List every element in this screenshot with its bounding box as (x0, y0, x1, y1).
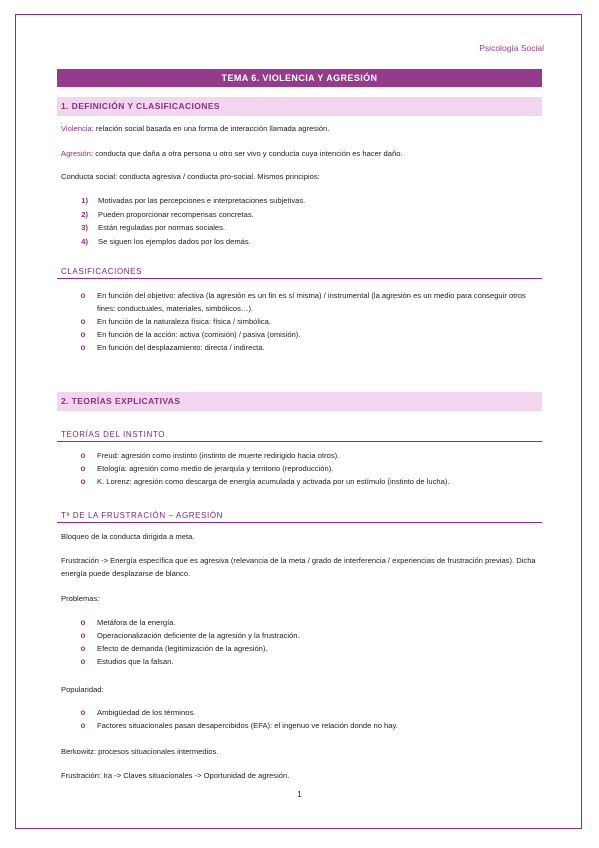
frustracion-heading: Tª DE LA FRUSTRACIÓN – AGRESIÓN (57, 511, 542, 523)
bullet-icon: o (80, 708, 86, 717)
violencia-term: Violencia (61, 124, 92, 133)
clasificaciones-list (61, 289, 539, 354)
list-item: o Factores situacionales pasan desapercibidos (EFA): el ingenuo ve relación donde no hay. (61, 719, 539, 732)
list-item: 1) Motivadas por las percepciones e interpretaciones subjetivas. (81, 196, 306, 205)
bullet-icon: o (80, 464, 86, 473)
clasificaciones-heading: CLASIFICACIONES (57, 267, 542, 279)
bullet-icon: o (80, 291, 86, 300)
section-heading-definicion: 1. DEFINICIÓN Y CLASIFICACIONES (57, 97, 542, 116)
problemas-list (61, 616, 539, 668)
bloqueo-text: Bloqueo de la conducta dirigida a meta. (61, 532, 195, 541)
bullet-icon: o (80, 644, 86, 653)
agresion-text: : conducta que daña a otra persona u otro ser vivo y conducta cuya intención es hacer daño. (90, 149, 403, 158)
list-item: o En función del desplazamiento: directa / indirecta. (61, 341, 539, 354)
popularidad-label: Popularidad: (61, 685, 104, 694)
list-item: 3) Están reguladas por normas sociales. (81, 223, 226, 232)
list-item: o K. Lorenz: agresión como descarga de energía acumulada y activada por un estímulo (instinto de lucha). (61, 475, 539, 488)
list-item: o En función de la naturaleza física: física / simbólica. (61, 315, 539, 328)
frustracion-chain-text: Frustración: Ira -> Claves situacionales -> Oportunidad de agresión. (61, 771, 290, 780)
list-item: o Freud: agresión como instinto (instinto de muerte redirigido hacia otros). (61, 449, 539, 462)
list-item: o Estudios que la falsan. (61, 655, 539, 668)
course-header: Psicología Social (479, 43, 544, 53)
list-item: o Operacionalización deficiente de la agresión y la frustración. (61, 629, 539, 642)
frustracion-text: Frustración -> Energía específica que es agresiva (relevancia de la meta / grado de interferencia / experiencias de frustración previas). Dicha energía puede desplazarse de blanco. (61, 556, 536, 578)
section-heading-teorias: 2. TEORÍAS EXPLICATIVAS (57, 392, 542, 411)
instinto-list (61, 449, 539, 488)
page-number: 1 (297, 790, 302, 799)
bullet-icon: o (80, 330, 86, 339)
popularidad-list (61, 706, 539, 732)
problemas-label: Problemas: (61, 594, 100, 603)
page-title: TEMA 6. VIOLENCIA Y AGRESIÓN (57, 69, 542, 87)
bullet-icon: o (80, 343, 86, 352)
list-item: o Metáfora de la energía. (61, 616, 539, 629)
agresion-definition (61, 147, 539, 160)
bullet-icon: o (80, 317, 86, 326)
list-item: o Efecto de demanda (legitimización de la agresión). (61, 642, 539, 655)
violencia-definition (61, 122, 539, 135)
list-item: o Ambigüedad de los términos. (61, 706, 539, 719)
bullet-icon: o (80, 618, 86, 627)
list-item: 4) Se siguen los ejemplos dados por los demás. (81, 236, 251, 246)
violencia-text: : relación social basada en una forma de interacción llamada agresión. (91, 124, 330, 133)
list-item: 2) Pueden proporcionar recompensas concretas. (81, 209, 254, 219)
list-item: o En función del objetivo: afectiva (la agresión es un fin es sí misma) / instrumental (la agresión es un medio para conseguir otros fines: conductuales, materiales, simbólicos…). (61, 289, 539, 315)
agresion-term: Agresión (61, 149, 91, 158)
bullet-icon: o (80, 451, 86, 460)
instinto-heading: TEORÍAS DEL INSTINTO (57, 430, 542, 442)
bullet-icon: o (80, 477, 86, 486)
list-item: o Etología: agresión como medio de jerarquía y territorio (reproducción). (61, 462, 539, 475)
bullet-icon: o (80, 657, 86, 666)
bullet-icon: o (80, 721, 86, 730)
bullet-icon: o (80, 631, 86, 640)
list-item: o En función de la acción: activa (comisión) / pasiva (omisión). (61, 328, 539, 341)
conducta-social-text: Conducta social: conducta agresiva / conducta pro-social. Mismos principios: (61, 172, 320, 181)
berkowitz-text: Berkowitz: procesos situacionales intermedios. (61, 747, 219, 756)
principios-list (61, 194, 531, 248)
